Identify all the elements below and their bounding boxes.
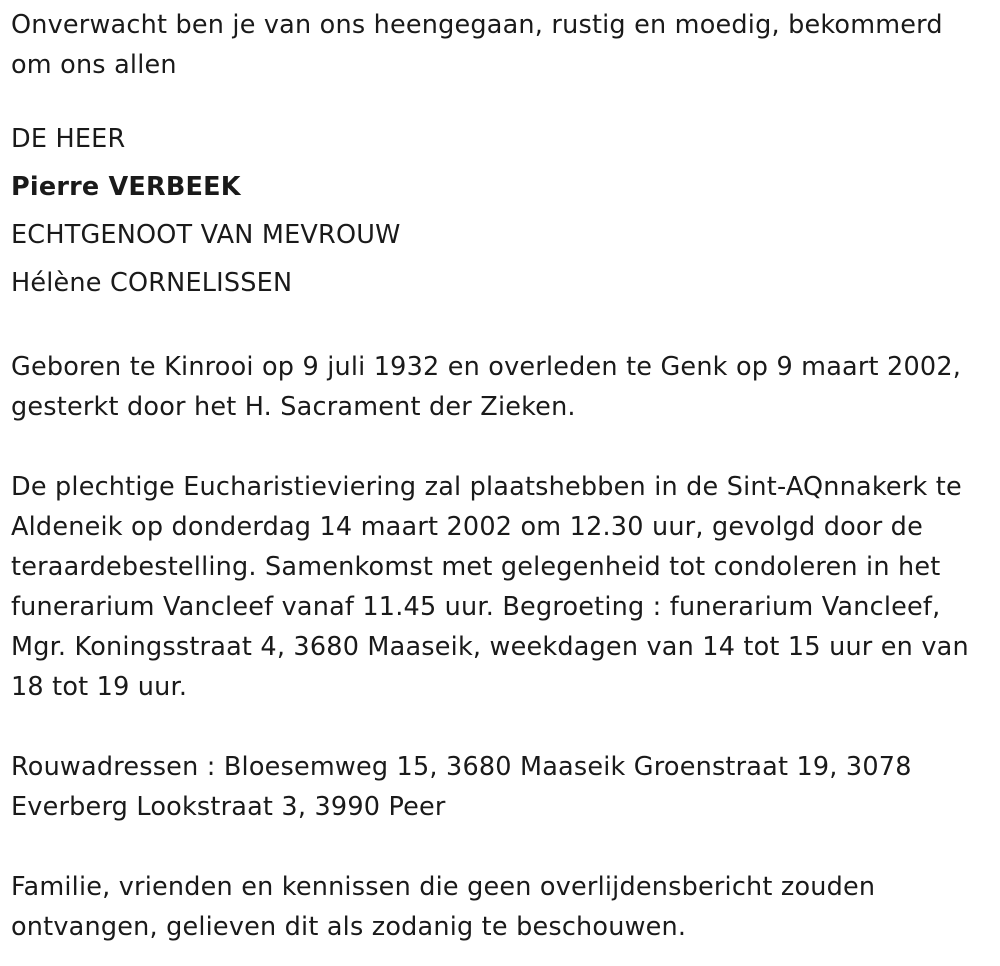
ceremony-line-2: Aldeneik op donderdag 14 maart 2002 om 12.30 uur, gevolgd door de	[11, 512, 923, 542]
birth-death-line-1: Geboren te Kinrooi op 9 juli 1932 en overleden te Genk op 9 maart 2002,	[11, 352, 962, 382]
ceremony-paragraph	[11, 467, 990, 707]
intro-line-2: om ons allen	[11, 50, 177, 80]
ceremony-line-5: Mgr. Koningsstraat 4, 3680 Maaseik, weekdagen van 14 tot 15 uur en van	[11, 632, 969, 662]
deceased-relation: ECHTGENOOT VAN MEVROUW	[11, 220, 401, 250]
ceremony-line-1: De plechtige Eucharistieviering zal plaatshebben in de Sint-AQnnakerk te	[11, 472, 962, 502]
addresses-line-2: Everberg Lookstraat 3, 3990 Peer	[11, 792, 446, 822]
closing-line-2: ontvangen, gelieven dit als zodanig te beschouwen.	[11, 912, 687, 942]
ceremony-line-3: teraardebestelling. Samenkomst met gelegenheid tot condoleren in het	[11, 552, 941, 582]
deceased-title: DE HEER	[11, 124, 126, 154]
ceremony-line-4: funerarium Vancleef vanaf 11.45 uur. Begroeting : funerarium Vancleef,	[11, 592, 941, 622]
deceased-block	[11, 115, 990, 307]
addresses-line-1: Rouwadressen : Bloesemweg 15, 3680 Maaseik Groenstraat 19, 3078	[11, 752, 912, 782]
birth-death-paragraph	[11, 347, 990, 427]
closing-line-1: Familie, vrienden en kennissen die geen overlijdensbericht zouden	[11, 872, 876, 902]
closing-paragraph	[11, 867, 990, 947]
addresses-paragraph	[11, 747, 990, 827]
intro-line-1: Onverwacht ben je van ons heengegaan, rustig en moedig, bekommerd	[11, 10, 943, 40]
spouse-name: Hélène CORNELISSEN	[11, 268, 293, 298]
ceremony-line-6: 18 tot 19 uur.	[11, 672, 188, 702]
birth-death-line-2: gesterkt door het H. Sacrament der Zieken.	[11, 392, 576, 422]
intro-paragraph	[11, 5, 990, 85]
deceased-name: Pierre VERBEEK	[11, 172, 241, 202]
